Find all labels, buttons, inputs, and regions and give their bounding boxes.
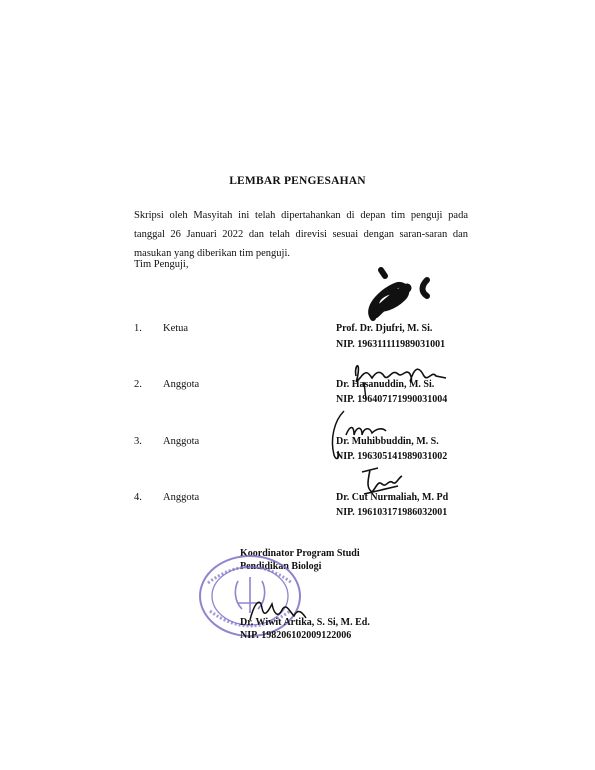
- coordinator-nip: NIP. 198206102009122006: [240, 630, 352, 641]
- coordinator-title: Koordinator Program Studi: [240, 548, 360, 559]
- examiner-role: Anggota: [163, 436, 200, 447]
- examiner-name: Prof. Dr. Djufri, M. Si.: [336, 323, 433, 334]
- examiner-role: Anggota: [163, 379, 200, 390]
- examiner-name: Dr. Cut Nurmaliah, M. Pd: [336, 492, 449, 503]
- examiner-number: 4.: [134, 492, 142, 503]
- examiner-nip: NIP. 196407171990031004: [336, 394, 448, 405]
- examiner-number: 1.: [134, 323, 142, 334]
- examiner-role: Ketua: [163, 323, 189, 334]
- examiner-number: 3.: [134, 436, 142, 447]
- page-title: LEMBAR PENGESAHAN: [229, 175, 366, 187]
- examiner-nip: NIP. 196305141989031002: [336, 451, 448, 462]
- examiner-nip: NIP. 196103171986032001: [336, 507, 448, 518]
- signature-1: [355, 268, 435, 328]
- coordinator-program: Pendidikan Biologi: [240, 561, 322, 572]
- examiner-role: Anggota: [163, 492, 200, 503]
- examiner-number: 2.: [134, 379, 142, 390]
- coordinator-name: Dr. Wiwit Artika, S. Si, M. Ed.: [240, 617, 370, 628]
- examiner-name: Dr. Muhibbuddin, M. S.: [336, 436, 439, 447]
- examiner-team-label: Tim Penguji,: [134, 259, 189, 270]
- examiner-name: Dr. Hasanuddin, M. Si.: [336, 379, 435, 390]
- approval-paragraph: Skripsi oleh Masyitah ini telah dipertahankan di depan tim penguji pada tanggal 26 Januari 2022 dan telah direvisi sesuai dengan saran-saran dan masukan yang diberikan tim penguji.: [134, 210, 468, 259]
- examiner-nip: NIP. 196311111989031001: [336, 339, 446, 350]
